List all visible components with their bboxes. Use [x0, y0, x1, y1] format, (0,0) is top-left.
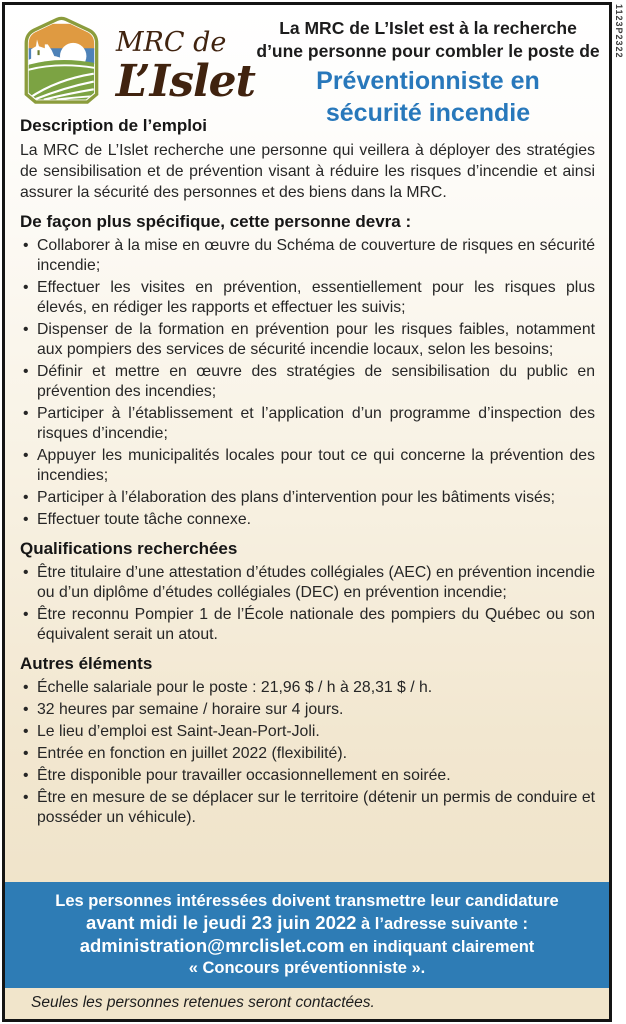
list-item: • Dispenser de la formation en prévention pour les risques faibles, notamment aux pompiers des services de sécurité incendie locaux, selon les besoins;: [20, 320, 595, 360]
list-item: • Participer à l’établissement et l’application d’un programme d’inspection des risques d’incendie;: [20, 404, 595, 444]
ad-code-vertical-text: 1123P2322: [614, 4, 624, 59]
list-item: • Participer à l’élaboration des plans d’intervention pour les bâtiments visés;: [20, 488, 595, 508]
notice-line-2-rest: à l’adresse suivante :: [356, 915, 528, 933]
qualifications-list: [20, 563, 595, 645]
intro-line-2: d’une personne pour combler le poste de: [256, 41, 600, 61]
description-paragraph: La MRC de L’Islet recherche une personne qui veillera à déployer des stratégies de sensibilisation et de prévention visant à réduire les risques d’incendie et ainsi assurer la sécurité des personnes et des biens dans la MRC.: [20, 142, 595, 201]
logo-wordmark: [115, 15, 255, 107]
specifics-list: [20, 236, 595, 530]
deadline-text: avant midi le jeudi 23 juin 2022: [86, 912, 357, 933]
ad-body: [5, 109, 609, 882]
list-item: • Effectuer les visites en prévention, essentiellement pour les risques plus élevés, en rédiger les rapports et effectuer les suivis;: [20, 278, 595, 318]
list-item: • Définir et mettre en œuvre des stratégies de sensibilisation du public en prévention des incendies;: [20, 362, 595, 402]
notice-line-3-rest: en indiquant clairement: [344, 938, 535, 956]
section-heading-other: Autres éléments: [20, 654, 153, 673]
list-item: • 32 heures par semaine / horaire sur 4 jours.: [20, 700, 595, 720]
job-ad: [2, 2, 612, 1022]
intro-line-1: La MRC de L’Islet est à la recherche: [279, 18, 577, 38]
section-heading-description: Description de l’emploi: [20, 116, 208, 135]
logo-text-mrc-de: MRC de: [115, 27, 227, 58]
mrc-lislet-logo: [19, 15, 255, 107]
list-item: • Effectuer toute tâche connexe.: [20, 510, 595, 530]
list-item: • Être reconnu Pompier 1 de l’École nationale des pompiers du Québec ou son équivalent serait un atout.: [20, 605, 595, 645]
notice-line-1: Les personnes intéressées doivent transmettre leur candidature: [55, 892, 559, 910]
farm-landscape-emblem-icon: [19, 15, 104, 105]
list-item: • Être disponible pour travailler occasionnellement en soirée.: [20, 766, 595, 786]
notice-line-3: [19, 935, 595, 958]
list-item: • Être titulaire d’une attestation d’études collégiales (AEC) en prévention incendie ou d’un diplôme d’études collégiales (DEC) en prévention incendie;: [20, 563, 595, 603]
other-list: [20, 678, 595, 828]
notice-line-4: « Concours préventionniste ».: [188, 959, 426, 977]
list-item: • Appuyer les municipalités locales pour tout ce qui concerne la prévention des incendies;: [20, 446, 595, 486]
job-title-line-1: Préventionniste en: [316, 67, 540, 95]
list-item: • Collaborer à la mise en œuvre du Schéma de couverture de risques en sécurité incendie;: [20, 236, 595, 276]
list-item: • Échelle salariale pour le poste : 21,96 $ / h à 28,31 $ / h.: [20, 678, 595, 698]
list-item: • Le lieu d’emploi est Saint-Jean-Port-Joli.: [20, 722, 595, 742]
list-item: • Entrée en fonction en juillet 2022 (flexibilité).: [20, 744, 595, 764]
section-heading-qualifications: Qualifications recherchées: [20, 539, 238, 558]
footnote-text: Seules les personnes retenues seront contactées.: [31, 994, 375, 1011]
section-heading-specifics: De façon plus spécifique, cette personne devra :: [20, 212, 412, 231]
logo-text-lislet: L’Islet: [115, 56, 255, 107]
list-item: • Être en mesure de se déplacer sur le territoire (détenir un permis de conduire et posséder un véhicule).: [20, 788, 595, 828]
header-text: [255, 15, 601, 127]
email-address: administration@mrclislet.com: [79, 935, 345, 956]
notice-line-2: [19, 912, 595, 935]
application-notice: [5, 882, 609, 988]
job-title-line-2: sécurité incendie: [325, 99, 531, 127]
footnote-strip: [5, 988, 609, 1019]
